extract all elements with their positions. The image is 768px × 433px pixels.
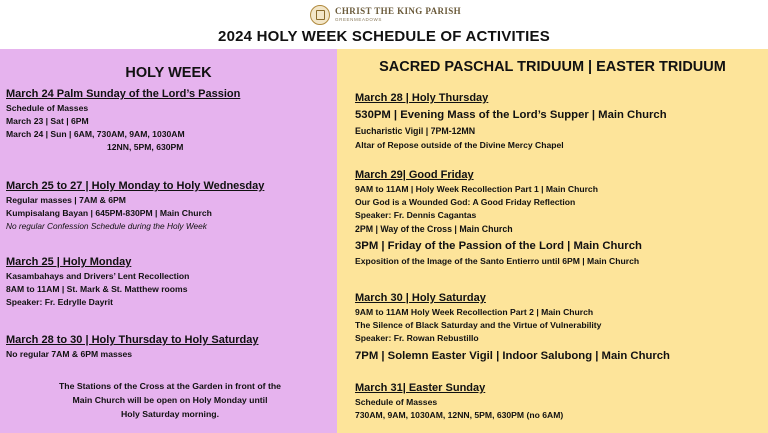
header [0, 0, 768, 48]
text-line: Altar of Repose outside of the Divine Mercy Chapel [355, 140, 564, 150]
logo-subtitle: GREENMEADOWS [335, 17, 382, 23]
text-line: Speaker: Fr. Rowan Rebustillo [355, 333, 479, 343]
text-line: 7PM | Solemn Easter Vigil | Indoor Salubong | Main Church [355, 350, 670, 362]
text-line: Kumpisalang Bayan | 645PM-830PM | Main Church [6, 208, 212, 218]
text-line: Exposition of the Image of the Santo Entierro until 6PM | Main Church [355, 256, 640, 266]
holy-week-panel [0, 49, 337, 433]
text-line: Schedule of Masses [6, 103, 89, 113]
text-line: March 24 | Sun | 6AM, 730AM, 9AM, 1030AM [6, 129, 185, 139]
text-line: 2PM | Way of the Cross | Main Church [355, 224, 513, 234]
text-line: 12NN, 5PM, 630PM [107, 142, 184, 152]
section-heading: March 30 | Holy Saturday [355, 292, 486, 304]
palm-sunday-section [6, 87, 334, 154]
text-line: The Silence of Black Saturday and the Virtue of Vulnerability [355, 320, 602, 330]
triduum-title: SACRED PASCHAL TRIDUUM | EASTER TRIDUUM [379, 59, 726, 75]
holy-monday-section [6, 255, 334, 309]
section-heading: March 29| Good Friday [355, 169, 474, 181]
text-line: 530PM | Evening Mass of the Lord’s Supper | Main Church [355, 109, 667, 121]
text-line: 3PM | Friday of the Passion of the Lord | Main Church [355, 240, 642, 252]
page-title: 2024 HOLY WEEK SCHEDULE OF ACTIVITIES [218, 28, 550, 45]
good-friday-section [355, 168, 765, 268]
text-line: Speaker: Fr. Dennis Cagantas [355, 210, 477, 220]
parish-logo [310, 5, 461, 25]
holy-thursday-to-saturday-section [6, 333, 334, 361]
text-line: Kasambahays and Drivers’ Lent Recollection [6, 271, 190, 281]
text-line: Schedule of Masses [355, 397, 438, 407]
section-heading: March 25 to 27 | Holy Monday to Holy Wednesday [6, 180, 265, 192]
text-line: Speaker: Fr. Edrylle Dayrit [6, 297, 113, 307]
holy-week-title: HOLY WEEK [125, 65, 212, 81]
easter-sunday-section [355, 381, 765, 422]
text-line: 9AM to 11AM Holy Week Recollection Part 2 | Main Church [355, 307, 594, 317]
text-line: 8AM to 11AM | St. Mark & St. Matthew rooms [6, 284, 188, 294]
section-heading: March 25 | Holy Monday [6, 256, 132, 268]
text-line: No regular 7AM & 6PM masses [6, 349, 133, 359]
text-line: Eucharistic Vigil | 7PM-12MN [355, 126, 476, 136]
section-heading: March 28 to 30 | Holy Thursday to Holy Saturday [6, 334, 259, 346]
triduum-panel [337, 49, 768, 433]
section-heading: March 28 | Holy Thursday [355, 92, 489, 104]
text-line: Our God is a Wounded God: A Good Friday Reflection [355, 197, 576, 207]
holy-saturday-section [355, 291, 765, 365]
logo-name: CHRIST THE KING PARISH [335, 6, 462, 17]
text-line: March 23 | Sat | 6PM [6, 116, 89, 126]
crown-seal-icon [310, 5, 330, 25]
section-heading: March 24 Palm Sunday of the Lord’s Passion [6, 88, 241, 100]
text-line: 9AM to 11AM | Holy Week Recollection Part 1 | Main Church [355, 184, 598, 194]
text-line: 730AM, 9AM, 1030AM, 12NN, 5PM, 630PM (no 6AM) [355, 410, 564, 420]
text-line: Regular masses | 7AM & 6PM [6, 195, 126, 205]
stations-of-the-cross-note: The Stations of the Cross at the Garden in front of the Main Church will be open on Holy Monday until Holy Saturday morning. [58, 381, 282, 419]
section-heading: March 31| Easter Sunday [355, 382, 486, 394]
holy-thursday-section [355, 91, 765, 152]
holy-monday-to-wednesday-section [6, 179, 334, 233]
italic-note: No regular Confession Schedule during the Holy Week [6, 221, 207, 231]
